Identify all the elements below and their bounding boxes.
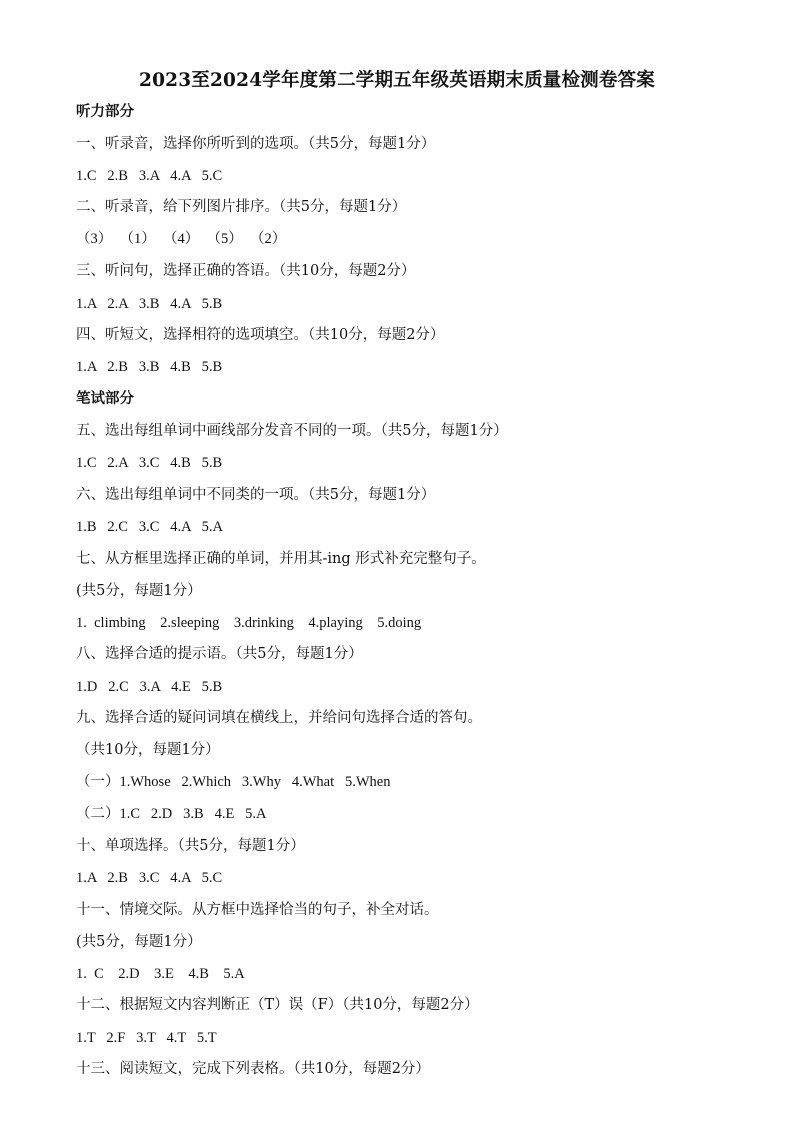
question-11-prompt: 十一、情境交际。从方框中选择恰当的句子，补全对话。 (76, 902, 439, 918)
question-7-score: (共5分，每题1分） (76, 583, 202, 599)
question-8-prompt: 八、选择合适的提示语。（共5分，每题1分） (76, 646, 363, 662)
question-1-answers: 1.C 2.B 3.A 4.A 5.C (76, 168, 223, 184)
question-9-prompt: 九、选择合适的疑问词填在横线上，并给问句选择合适的答句。 (76, 710, 482, 726)
question-7-prompt: 七、从方框里选择正确的单词，并用其-ing 形式补充完整句子。 (76, 551, 486, 567)
question-11-score: (共5分，每题1分） (76, 934, 202, 950)
question-9-answers-part-1: （一）1.Whose 2.Which 3.Why 4.What 5.When (76, 774, 391, 790)
question-6-answers: 1.B 2.C 3.C 4.A 5.A (76, 519, 224, 535)
question-9-score: （共10分，每题1分） (76, 742, 220, 758)
question-1-prompt: 一、听录音，选择你所听到的选项。（共5分，每题1分） (76, 136, 436, 152)
question-10-prompt: 十、单项选择。（共5分，每题1分） (76, 838, 305, 854)
question-9-answers-part-2: （二）1.C 2.D 3.B 4.E 5.A (76, 806, 267, 822)
question-5-answers: 1.C 2.A 3.C 4.B 5.B (76, 455, 223, 471)
question-10-answers: 1.A 2.B 3.C 4.A 5.C (76, 870, 223, 886)
question-3-prompt: 三、听问句，选择正确的答语。（共10分，每题2分） (76, 263, 416, 279)
question-12-prompt: 十二、根据短文内容判断正（T）误（F）（共10分，每题2分） (76, 997, 479, 1013)
question-11-answers: 1. C 2.D 3.E 4.B 5.A (76, 966, 245, 982)
question-7-answers: 1. climbing 2.sleeping 3.drinking 4.playing 5.doing (76, 615, 422, 631)
writing-section-heading: 笔试部分 (76, 390, 134, 407)
question-3-answers: 1.A 2.A 3.B 4.A 5.B (76, 296, 223, 312)
question-12-answers: 1.T 2.F 3.T 4.T 5.T (76, 1030, 217, 1046)
listening-section-heading: 听力部分 (76, 103, 134, 120)
question-4-prompt: 四、听短文，选择相符的选项填空。（共10分，每题2分） (76, 327, 445, 343)
question-13-prompt: 十三、阅读短文，完成下列表格。（共10分，每题2分） (76, 1061, 430, 1077)
question-6-prompt: 六、选出每组单词中不同类的一项。（共5分，每题1分） (76, 487, 436, 503)
question-2-answers: （3） （1） （4） （5） （2） (76, 231, 287, 247)
question-5-prompt: 五、选出每组单词中画线部分发音不同的一项。（共5分，每题1分） (76, 423, 508, 439)
question-4-answers: 1.A 2.B 3.B 4.B 5.B (76, 359, 223, 375)
question-2-prompt: 二、听录音，给下列图片排序。（共5分，每题1分） (76, 199, 407, 215)
question-8-answers: 1.D 2.C 3.A 4.E 5.B (76, 679, 223, 695)
page-title: 2023至2024学年度第二学期五年级英语期末质量检测卷答案 (139, 70, 655, 91)
